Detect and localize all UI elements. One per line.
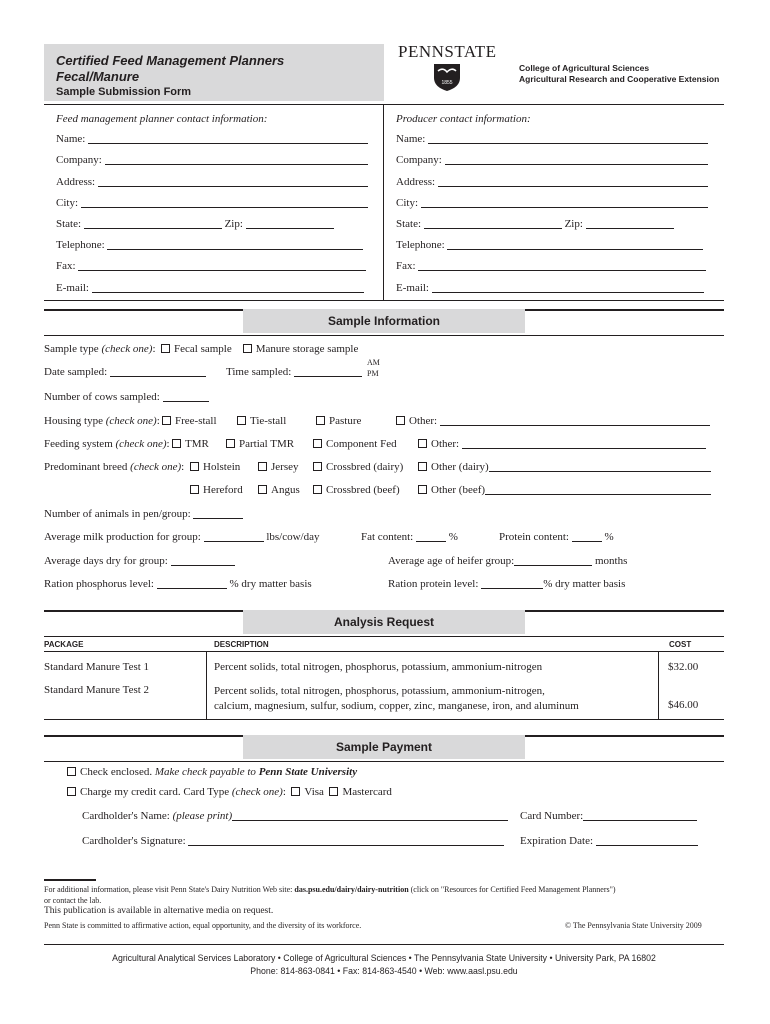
payment-heading: Sample Payment	[243, 735, 525, 759]
footer-rule	[44, 879, 96, 881]
mastercard-checkbox[interactable]	[329, 786, 391, 798]
crossbred-beef-checkbox[interactable]	[313, 484, 400, 496]
footer-info-line2: or contact the lab.	[44, 896, 102, 905]
college-name: College of Agricultural Sciences	[519, 63, 650, 73]
checkbox-label: Crossbred (dairy)	[326, 461, 404, 473]
checkbox-label: Holstein	[203, 461, 241, 473]
analysis-bar	[44, 610, 724, 637]
table-row-description: Percent solids, total nitrogen, phosphorus, potassium, ammonium-nitrogen	[214, 661, 543, 673]
expiration-date-field[interactable]	[520, 835, 698, 847]
fecal-sample-checkbox[interactable]	[161, 343, 232, 355]
table-row-cost: $46.00	[668, 699, 699, 711]
field-label: Card Number:	[520, 810, 584, 822]
pasture-checkbox[interactable]	[316, 415, 361, 427]
checkbox-label: Check enclosed.	[80, 766, 153, 778]
date-sampled-field[interactable]	[44, 366, 206, 378]
unit-label: %	[604, 531, 614, 543]
partial-tmr-checkbox[interactable]	[226, 438, 294, 450]
sample-type-row: Sample type (check one): Fecal sample Manure storage sample	[44, 343, 359, 355]
tie-stall-checkbox[interactable]	[237, 415, 286, 427]
planner-city-field[interactable]	[56, 197, 368, 209]
checkbox-label: Hereford	[203, 484, 243, 496]
row-label: Feeding system	[44, 438, 113, 450]
checkbox-label: Tie-stall	[250, 415, 287, 427]
checkbox-label: Crossbred (beef)	[326, 484, 400, 496]
pm-option[interactable]: PM	[367, 369, 379, 378]
field-label: Fax:	[396, 260, 416, 272]
milk-production-field[interactable]	[44, 531, 319, 543]
form-title	[56, 53, 284, 85]
field-label: Company:	[396, 154, 442, 166]
field-label: Ration phosphorus level:	[44, 578, 154, 590]
copyright: © The Pennsylvania State University 2009	[565, 921, 702, 930]
table-row-cost: $32.00	[668, 661, 699, 673]
ration-phosphorus-field[interactable]	[44, 578, 312, 590]
feeding-other-field[interactable]	[418, 438, 706, 450]
producer-state-field[interactable]	[396, 218, 674, 230]
check-enclosed-checkbox[interactable]	[67, 766, 357, 778]
extension-name: Agricultural Research and Cooperative Extension	[519, 74, 720, 84]
check-one-note: (check one)	[115, 438, 167, 450]
checkbox-label: Other:	[409, 415, 438, 427]
checkbox-label: Other (dairy)	[431, 461, 489, 473]
field-label: Average days dry for group:	[44, 555, 168, 567]
cardholder-signature-field[interactable]	[82, 835, 504, 847]
table-row-package: Standard Manure Test 2	[44, 684, 150, 696]
am-pm-selector[interactable]	[367, 357, 380, 379]
free-stall-checkbox[interactable]	[162, 415, 217, 427]
please-print-note: (please print)	[172, 810, 233, 822]
other-dairy-field[interactable]	[418, 461, 711, 473]
sample-type-label: Sample type	[44, 343, 99, 355]
unit-label: lbs/cow/day	[266, 531, 320, 543]
protein-content-field[interactable]	[499, 531, 614, 543]
checkbox-label: Fecal sample	[174, 343, 232, 355]
footer-info-text: For additional information, please visit Penn State's Dairy Nutrition Web site:	[44, 885, 293, 894]
checkbox-label: Charge my credit card. Card Type	[80, 786, 230, 798]
producer-heading: Producer contact information:	[396, 113, 531, 125]
unit-label: % dry matter basis	[543, 578, 626, 590]
checkbox-label: TMR	[185, 438, 209, 450]
check-one-note: (check one)	[105, 415, 157, 427]
producer-fax-field[interactable]	[396, 260, 706, 272]
form-title-line1: Certified Feed Management Planners	[56, 53, 285, 68]
animals-pen-field[interactable]	[44, 508, 243, 520]
housing-type-label: Housing type (check one):	[44, 415, 160, 427]
fat-content-field[interactable]	[361, 531, 458, 543]
checkbox-label: Other (beef)	[431, 484, 486, 496]
pennstate-logo: PENNSTATE	[398, 42, 497, 61]
analysis-heading: Analysis Request	[243, 610, 525, 634]
alt-media-note: This publication is available in alternative media on request.	[44, 906, 274, 916]
description-line: calcium, magnesium, sulfur, sodium, copper, zinc, manganese, iron, and aluminum	[214, 700, 579, 712]
sample-info-bar	[44, 309, 724, 336]
crossbred-dairy-checkbox[interactable]	[313, 461, 403, 473]
dairy-nutrition-link[interactable]: das.psu.edu/dairy/dairy-nutrition	[294, 885, 409, 894]
days-dry-field[interactable]	[44, 555, 235, 567]
lab-contact-block	[71, 952, 697, 978]
row-label: Predominant breed	[44, 461, 128, 473]
description-line: Percent solids, total nitrogen, phosphorus, potassium, ammonium-nitrogen,	[214, 685, 545, 697]
planner-company-field[interactable]	[56, 154, 368, 166]
field-label: Name:	[396, 133, 426, 145]
checkbox-label: Jersey	[271, 461, 299, 473]
footer-info-line1	[44, 884, 616, 895]
field-label: Zip:	[564, 218, 583, 230]
field-label: E-mail:	[56, 282, 89, 294]
field-label: Expiration Date:	[520, 835, 594, 847]
footer-bottom-rule	[44, 944, 724, 945]
planner-heading: Feed management planner contact information:	[56, 113, 268, 125]
contact-bottom-rule	[44, 300, 724, 301]
field-label: Name:	[56, 133, 86, 145]
field-label: State:	[56, 218, 82, 230]
table-bottom-rule	[44, 719, 724, 720]
producer-city-field[interactable]	[396, 197, 708, 209]
payee-name: Penn State University	[258, 766, 358, 778]
unit-label: months	[594, 555, 628, 567]
am-option[interactable]: AM	[367, 358, 380, 367]
field-label: Address:	[396, 176, 436, 188]
checkbox-label: Angus	[271, 484, 300, 496]
field-label: Cardholder's Signature:	[82, 835, 186, 847]
field-label: Date sampled:	[44, 366, 108, 378]
planner-name-field[interactable]	[56, 133, 368, 145]
planner-email-field[interactable]	[56, 282, 364, 294]
college-info	[519, 63, 719, 85]
equal-opportunity-note: Penn State is committed to affirmative action, equal opportunity, and the diversity of its workforce.	[44, 921, 362, 930]
field-label: City:	[56, 197, 79, 209]
time-sampled-field[interactable]	[226, 366, 362, 378]
checkbox-label: Free-stall	[175, 415, 217, 427]
lab-line: Agricultural Analytical Services Laboratory • College of Agricultural Sciences • The Pennsylvania State University • University Park, PA 16802	[112, 953, 656, 964]
other-beef-field[interactable]	[418, 484, 711, 496]
field-label: Average milk production for group:	[44, 531, 201, 543]
heifer-age-field[interactable]	[388, 555, 627, 567]
field-label: Time sampled:	[226, 366, 292, 378]
unit-label: % dry matter basis	[229, 578, 312, 590]
shield-year: 1855	[441, 80, 453, 86]
contact-divider	[383, 104, 384, 300]
checkbox-label: Manure storage sample	[255, 343, 359, 355]
field-label: Company:	[56, 154, 102, 166]
field-label: Telephone:	[56, 239, 105, 251]
contact-top-rule	[44, 104, 724, 105]
producer-name-field[interactable]	[396, 133, 708, 145]
check-one-note: (check one)	[130, 461, 182, 473]
field-label: Telephone:	[396, 239, 445, 251]
breed-label: Predominant breed (check one):	[44, 461, 185, 473]
housing-other-field[interactable]	[396, 415, 710, 427]
planner-address-field[interactable]	[56, 176, 368, 188]
field-label: Number of animals in pen/group:	[44, 508, 191, 520]
cardholder-name-field[interactable]	[82, 810, 508, 822]
producer-address-field[interactable]	[396, 176, 708, 188]
jersey-checkbox[interactable]	[258, 461, 299, 473]
checkbox-label: Pasture	[329, 415, 362, 427]
col-cost: COST	[669, 640, 692, 649]
field-label: Cardholder's Name:	[82, 810, 170, 822]
table-row-package: Standard Manure Test 1	[44, 661, 150, 673]
planner-telephone-field[interactable]	[56, 239, 363, 251]
payment-bar	[44, 735, 724, 762]
hereford-checkbox[interactable]	[190, 484, 243, 496]
col-package: PACKAGE	[44, 640, 84, 649]
field-label: City:	[396, 197, 419, 209]
field-label: Fax:	[56, 260, 76, 272]
producer-company-field[interactable]	[396, 154, 708, 166]
checkbox-label: Partial TMR	[239, 438, 295, 450]
angus-checkbox[interactable]	[258, 484, 300, 496]
table-col-divider-1	[206, 651, 207, 719]
planner-fax-field[interactable]	[56, 260, 366, 272]
planner-state-field[interactable]	[56, 218, 334, 230]
checkbox-label: Mastercard	[342, 786, 392, 798]
checkbox-label: Other:	[431, 438, 460, 450]
pennstate-shield-icon	[432, 62, 462, 92]
check-one-note: (check one)	[101, 343, 153, 355]
field-label: State:	[396, 218, 422, 230]
payable-note: Make check payable to	[154, 766, 256, 778]
field-label: Ration protein level:	[388, 578, 479, 590]
contact-line: Phone: 814-863-0841 • Fax: 814-863-4540 • Web: www.aasl.psu.edu	[250, 966, 518, 977]
row-label: Housing type	[44, 415, 103, 427]
table-header-rule	[44, 651, 724, 652]
col-description: DESCRIPTION	[214, 640, 269, 649]
component-fed-checkbox[interactable]	[313, 438, 397, 450]
producer-telephone-field[interactable]	[396, 239, 703, 251]
checkbox-label: Visa	[304, 786, 324, 798]
holstein-checkbox[interactable]	[190, 461, 240, 473]
field-label: Zip:	[224, 218, 243, 230]
footer-info-tail: (click on "Resources for Certified Feed Management Planners")	[410, 885, 616, 894]
producer-email-field[interactable]	[396, 282, 704, 294]
check-one-note: (check one)	[231, 786, 283, 798]
checkbox-label: Component Fed	[326, 438, 397, 450]
credit-card-row: Charge my credit card. Card Type (check one): Visa Mastercard	[67, 786, 392, 798]
tmr-checkbox[interactable]	[172, 438, 209, 450]
manure-storage-checkbox[interactable]	[243, 343, 359, 355]
field-label: Number of cows sampled:	[44, 391, 160, 403]
form-subtitle: Sample Submission Form	[56, 86, 192, 98]
unit-label: %	[448, 531, 458, 543]
charge-card-checkbox[interactable]	[67, 786, 229, 798]
table-col-divider-2	[658, 651, 659, 719]
field-label: Protein content:	[499, 531, 569, 543]
cows-sampled-field[interactable]	[44, 391, 209, 403]
field-label: E-mail:	[396, 282, 429, 294]
field-label: Average age of heifer group:	[388, 555, 515, 567]
visa-checkbox[interactable]	[291, 786, 324, 798]
footer-info	[44, 884, 616, 906]
table-row-description	[214, 684, 579, 714]
sample-info-heading: Sample Information	[243, 309, 525, 333]
card-number-field[interactable]	[520, 810, 697, 822]
form-title-line2: Fecal/Manure	[56, 69, 140, 84]
ration-protein-field[interactable]	[388, 578, 625, 590]
field-label: Fat content:	[361, 531, 414, 543]
field-label: Address:	[56, 176, 96, 188]
feeding-system-label: Feeding system (check one):	[44, 438, 170, 450]
